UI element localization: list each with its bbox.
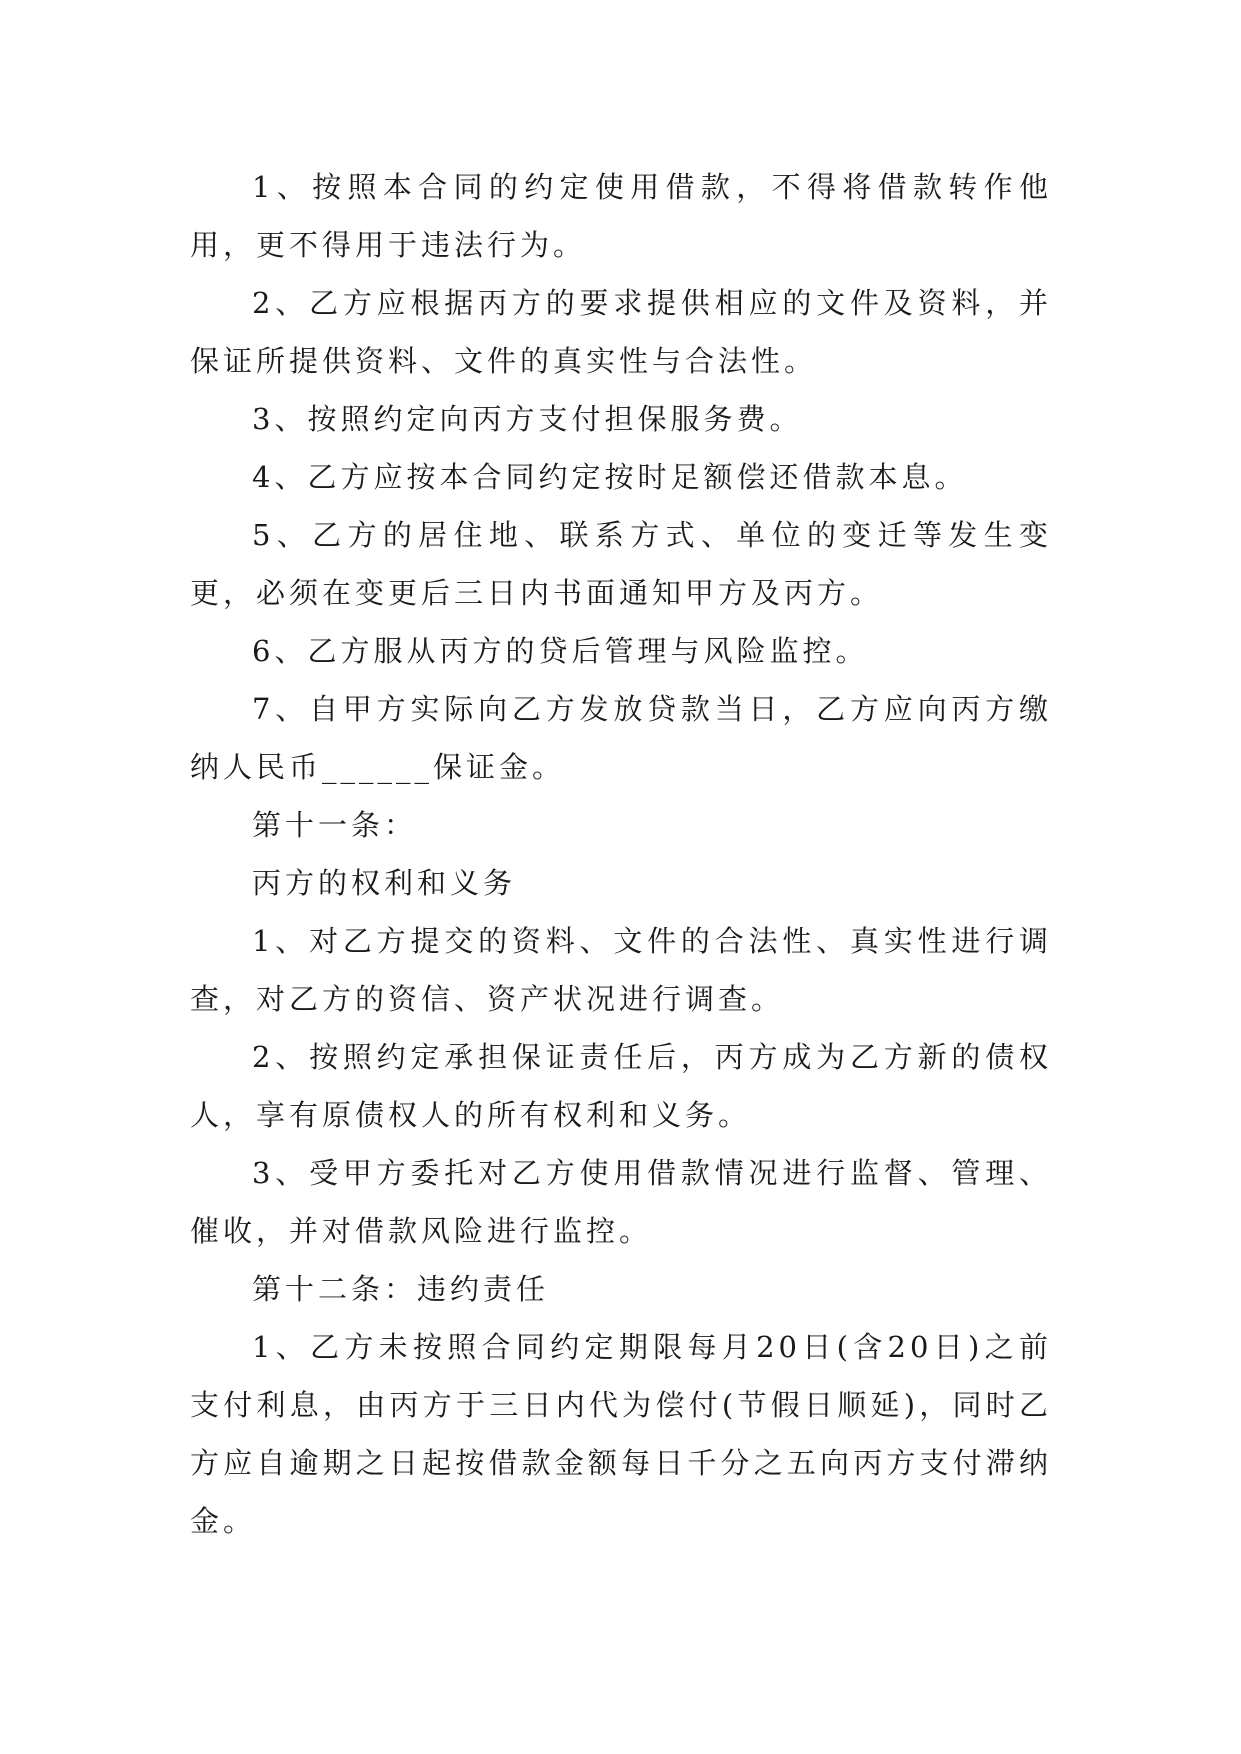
document-body <box>190 158 1052 1550</box>
article-11-subheading: 丙方的权利和义务 <box>252 866 517 900</box>
paragraph-breach-1: 1、乙方未按照合同约定期限每月20日(含20日)之前支付利息，由丙方于三日内代为偿付(节假日顺延)，同时乙方应自逾期之日起按借款金额每日千分之五向丙方支付滞纳金。 <box>190 1330 1052 1538</box>
paragraph-party-c-2: 2、按照约定承担保证责任后，丙方成为乙方新的债权人，享有原债权人的所有权利和义务。 <box>190 1040 1052 1132</box>
paragraph-obligation-7: 7、自甲方实际向乙方发放贷款当日，乙方应向丙方缴纳人民币______保证金。 <box>190 692 1052 784</box>
paragraph-obligation-4: 4、乙方应按本合同约定按时足额偿还借款本息。 <box>252 460 968 494</box>
paragraph-obligation-6: 6、乙方服从丙方的贷后管理与风险监控。 <box>252 634 869 668</box>
paragraph-obligation-3: 3、按照约定向丙方支付担保服务费。 <box>252 402 803 436</box>
article-11-heading: 第十一条： <box>252 808 418 842</box>
paragraph-obligation-2: 2、乙方应根据丙方的要求提供相应的文件及资料，并保证所提供资料、文件的真实性与合法性。 <box>190 286 1052 378</box>
paragraph-party-c-1: 1、对乙方提交的资料、文件的合法性、真实性进行调查，对乙方的资信、资产状况进行调查。 <box>190 924 1052 1016</box>
article-12-heading: 第十二条：违约责任 <box>252 1272 550 1306</box>
paragraph-obligation-1: 1、按照本合同的约定使用借款，不得将借款转作他用，更不得用于违法行为。 <box>190 170 1052 262</box>
paragraph-obligation-5: 5、乙方的居住地、联系方式、单位的变迁等发生变更，必须在变更后三日内书面通知甲方及丙方。 <box>190 518 1052 610</box>
paragraph-party-c-3: 3、受甲方委托对乙方使用借款情况进行监督、管理、催收，并对借款风险进行监控。 <box>190 1156 1052 1248</box>
